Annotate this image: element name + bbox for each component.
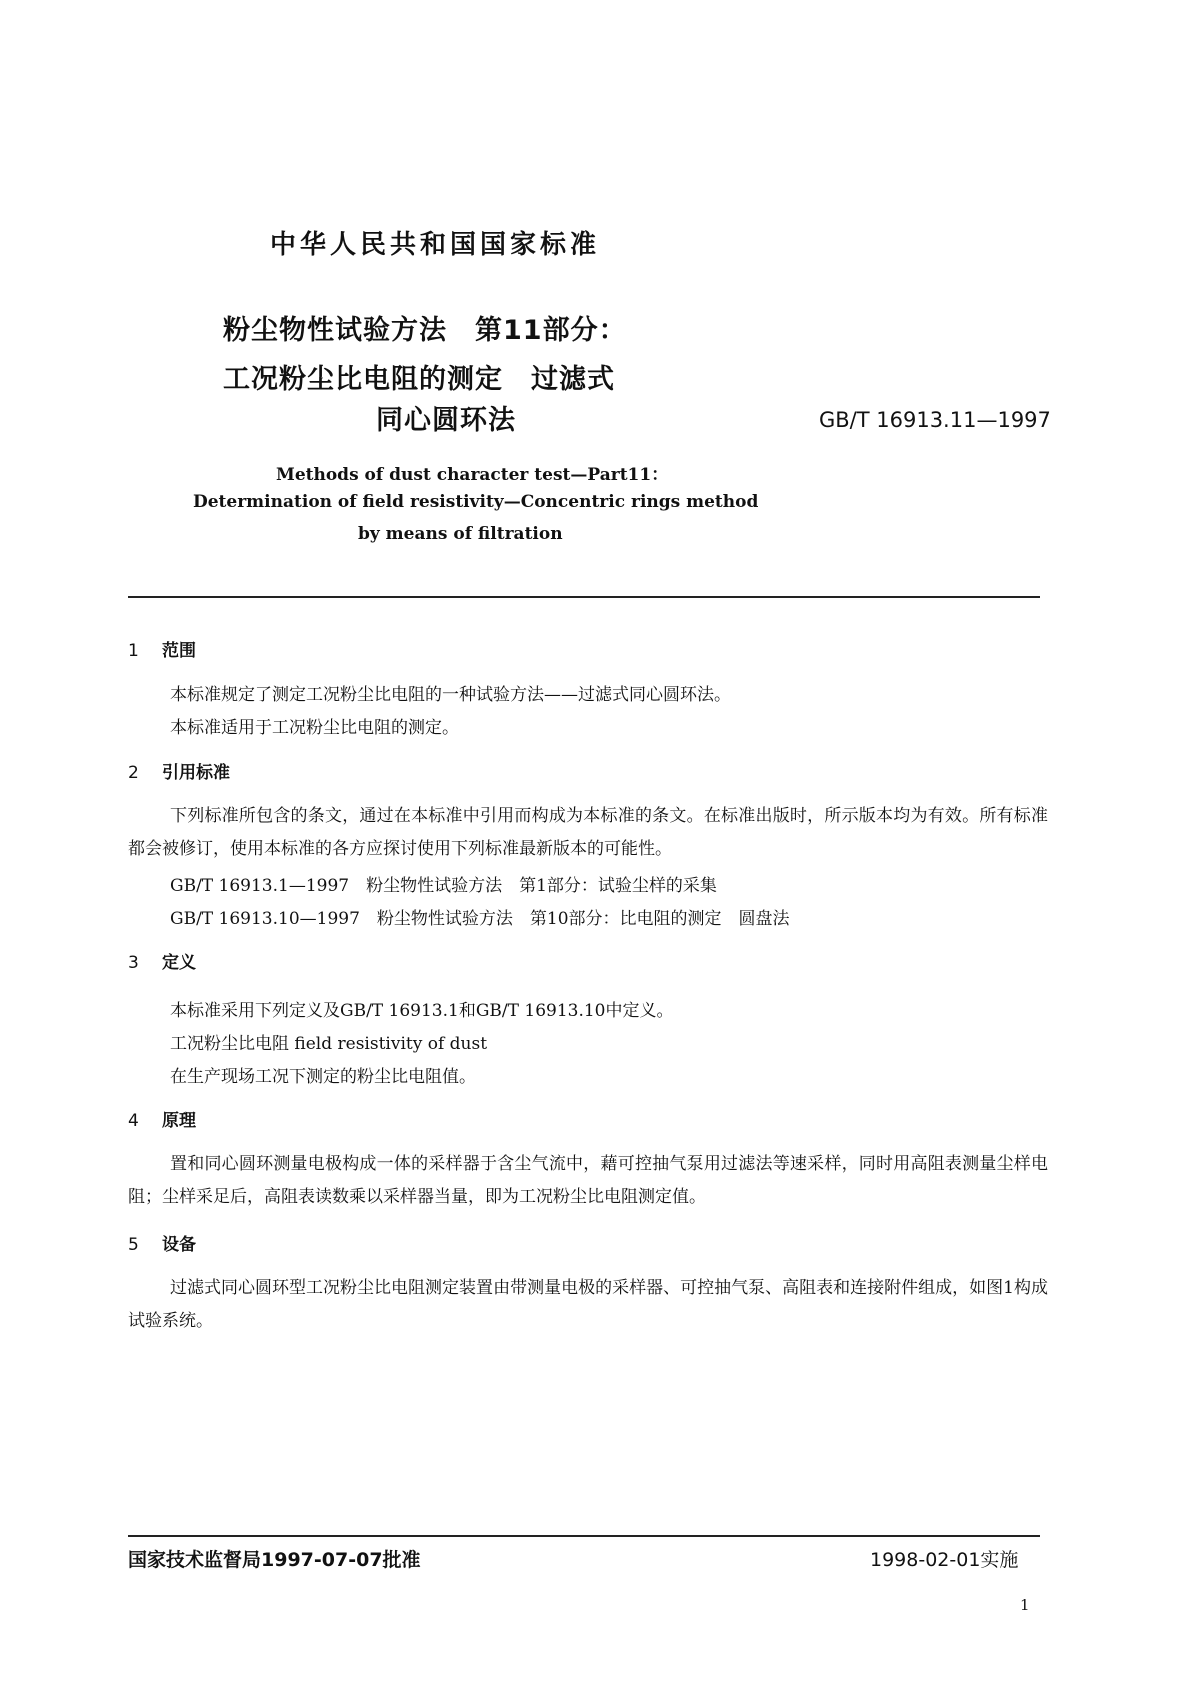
section-4-heading — [128, 1106, 196, 1131]
s3-term: 工况粉尘比电阻 field resistivity of dust — [170, 1034, 488, 1054]
header-divider — [128, 596, 1040, 598]
approval-date: 国家技术监督局1997-07-07批准 — [128, 1549, 421, 1571]
section-number: 2 — [128, 763, 139, 783]
s3-definition: 在生产现场工况下测定的粉尘比电阻值。 — [170, 1067, 476, 1087]
section-2-heading — [128, 758, 230, 783]
s1-paragraph-1: 本标准规定了测定工况粉尘比电阻的一种试验方法——过滤式同心圆环法。 — [170, 685, 731, 705]
s2-reference-2: GB/T 16913.10—1997 粉尘物性试验方法 第10部分：比电阻的测定 圆盘法 — [170, 909, 790, 929]
s2-paragraph: 下列标准所包含的条文，通过在本标准中引用而构成为本标准的条文。在标准出版时，所示版本均为有效。所有标准都会被修订，使用本标准的各方应探讨使用下列标准最新版本的可能性。 — [128, 806, 1048, 859]
section-number: 4 — [128, 1111, 139, 1131]
section-5-heading — [128, 1230, 196, 1255]
standard-number: GB/T 16913.11—1997 — [819, 408, 1051, 432]
page-number: 1 — [1020, 1596, 1030, 1614]
section-number: 3 — [128, 953, 139, 973]
title-zh-line-1: 粉尘物性试验方法 第11部分： — [223, 315, 627, 346]
title-zh-line-2: 工况粉尘比电阻的测定 过滤式 — [223, 364, 615, 395]
section-title: 原理 — [162, 1111, 196, 1131]
s1-paragraph-2: 本标准适用于工况粉尘比电阻的测定。 — [170, 718, 459, 738]
section-title: 引用标准 — [162, 763, 230, 783]
s4-paragraph: 置和同心圆环测量电极构成一体的采样器于含尘气流中，藉可控抽气泵用过滤法等速采样，同时用高阻表测量尘样电阻；尘样采足后，高阻表读数乘以采样器当量，即为工况粉尘比电阻测定值。 — [128, 1154, 1048, 1207]
s5-paragraph: 过滤式同心圆环型工况粉尘比电阻测定装置由带测量电极的采样器、可控抽气泵、高阻表和连接附件组成，如图1构成试验系统。 — [128, 1278, 1048, 1331]
section-1-heading — [128, 636, 196, 661]
s2-reference-1: GB/T 16913.1—1997 粉尘物性试验方法 第1部分：试验尘样的采集 — [170, 876, 717, 896]
section-title: 范围 — [162, 641, 196, 661]
section-title: 设备 — [162, 1235, 196, 1255]
s3-paragraph-1: 本标准采用下列定义及GB/T 16913.1和GB/T 16913.10中定义。 — [170, 1001, 674, 1021]
implementation-date: 1998-02-01实施 — [870, 1549, 1019, 1571]
section-number: 5 — [128, 1235, 139, 1255]
national-standard-heading: 中华人民共和国国家标准 — [270, 230, 601, 260]
title-en-line-3: by means of filtration — [358, 524, 563, 544]
section-title: 定义 — [162, 953, 196, 973]
footer-divider — [128, 1535, 1040, 1537]
section-3-heading — [128, 948, 196, 973]
section-number: 1 — [128, 641, 139, 661]
title-zh-line-3: 同心圆环法 — [376, 405, 516, 436]
title-en-line-2: Determination of field resistivity—Concentric rings method — [193, 492, 759, 512]
title-en-line-1: Methods of dust character test—Part11： — [276, 465, 669, 485]
